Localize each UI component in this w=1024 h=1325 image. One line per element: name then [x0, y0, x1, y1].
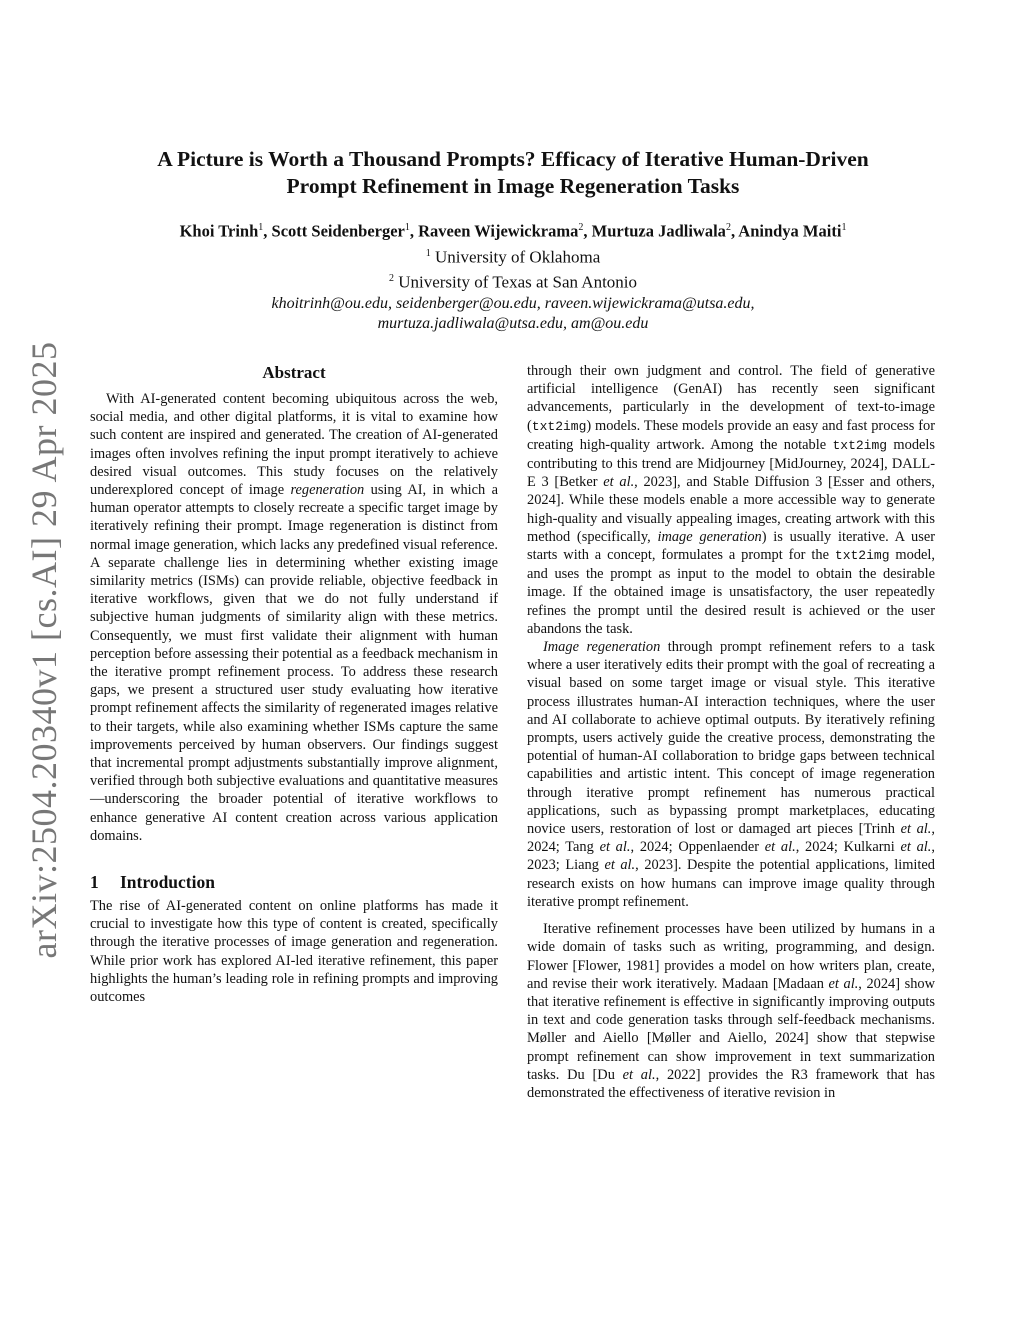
section-heading-introduction — [90, 871, 498, 893]
text-part: , 2023; Liang — [527, 839, 935, 874]
text-part: , 2023], and Stable Diffusion 3 [Esser and others, 2024]. While these models enable a more accessible way to generate high-quality and visually appealing images, creating artwork with this method (specifically, — [527, 474, 935, 545]
arxiv-sidebar — [0, 0, 88, 1325]
author-name: Raveen Wijewickrama — [418, 221, 579, 241]
title-line-2: Prompt Refinement in Image Regeneration Tasks — [286, 174, 740, 198]
author-affiliation-mark: 1 — [404, 222, 410, 233]
intro-paragraph-1-cont — [527, 362, 935, 638]
affiliation-name: University of Texas at San Antonio — [398, 272, 638, 292]
affiliation-name: University of Oklahoma — [435, 247, 601, 267]
abstract-text-part: using AI, in which a human operator attempts to closely recreate a specific target image by iteratively refining their prompt. Image regeneration is distinct from normal image generation, which lacks any predefined visual reference. A separate challenge lies in determining whether existing image similarity metrics (ISMs) can provide reliable, objective feedback in iterative workflows, given that we do not fully understand if subjective human judgments of similarity align with these metrics. Consequently, we must first validate their alignment with human perception before assessing their potential as a feedback mechanism in the iterative prompt refinement process. To address these research gaps, we present a structured user study evaluating how iterative prompt refinement affects the similarity of regenerated images relative to their targets, while also examining whether ISMs capture the same improvements perceived by human observers. Our findings suggest that incremental prompt adjustments substantially improve alignment, verified through both subjective evaluations and quantitative measures—underscoring the broader potential of iterative workflows to enhance generative AI content creation across various application domains. — [90, 482, 498, 844]
author-name: Khoi Trinh — [179, 221, 259, 241]
right-column — [527, 362, 935, 1102]
text-part: ) is usually iterative. A user starts with a concept, formulates a prompt for the — [527, 528, 936, 564]
paper-title — [90, 146, 936, 200]
citation-et-al: et al. — [604, 857, 636, 874]
text-part: , 2024; Tang — [527, 821, 935, 856]
arxiv-identifier: arXiv:2504.20340v1 [cs.AI] 29 Apr 2025 — [24, 341, 64, 959]
emphasis: Image regeneration — [543, 639, 661, 656]
author-name: Anindya Maiti — [738, 221, 842, 241]
intro-paragraph-1: The rise of AI-generated content on online platforms has made it crucial to investigate how this type of content is created, specifically through the iterative processes of image generation and regeneration. While prior work has explored AI-led iterative refinement, this paper highlights the human’s leading role in refining prompts and improving outcomes — [90, 898, 498, 1006]
citation-et-al: et al. — [764, 839, 796, 856]
abstract-emphasis: regeneration — [290, 482, 365, 499]
author-name: Murtuza Jadliwala — [591, 221, 726, 241]
abstract-text — [90, 390, 498, 845]
emails-line-2: murtuza.jadliwala@utsa.edu, am@ou.edu — [377, 314, 649, 332]
text-part: Iterative refinement processes have been utilized by humans in a wide domain of tasks such as writing, programming, and design. Flower [Flower, 1981] provides a model on how writers plan, create, and revise their work iteratively. Madaan [Madaan — [527, 921, 935, 992]
section-title: Introduction — [120, 872, 215, 893]
affiliation-1 — [90, 243, 936, 269]
abstract-heading: Abstract — [262, 363, 326, 382]
text-part: models contributing to this trend are Midjourney [MidJourney, 2024], DALL-E 3 [Betker — [527, 436, 936, 491]
text-part: , 2022] provides the R3 framework that has demonstrated the effectiveness of iterative revision in — [527, 1066, 935, 1101]
text-part: through their own judgment and control. The field of generative artificial intelligence (GenAI) has recently seen significant advancements, particularly in the development of text-to-image ( — [527, 363, 935, 434]
text-part: , 2024; Kulkarni — [795, 839, 901, 856]
abstract-text-part: With AI-generated content becoming ubiquitous across the web, social media, and other digital platforms, it is vital to examine how such content are inspired and generated. The creation of AI-generated images often involves refining the input prompt iteratively to achieve desired visual outcomes. This study focuses on the relatively underexplored concept of image — [90, 391, 498, 499]
affiliation-2 — [90, 268, 936, 294]
paper-header — [90, 146, 936, 334]
code-term: txt2img — [832, 437, 888, 453]
citation-et-al: et al. — [900, 821, 932, 838]
title-line-1: A Picture is Worth a Thousand Prompts? Efficacy of Iterative Human-Driven — [157, 147, 869, 171]
left-column — [90, 362, 498, 1006]
citation-et-al: et al. — [622, 1066, 656, 1083]
emphasis: image generation — [657, 528, 762, 545]
text-part: , 2023]. Despite the potential applications, limited research exists on how humans can improve image quality through iterative prompt refinement. — [527, 857, 935, 910]
citation-et-al: et al. — [900, 839, 932, 856]
author-emails — [90, 294, 936, 334]
author-affiliation-mark: 2 — [578, 222, 584, 233]
intro-paragraph-2 — [527, 638, 935, 911]
citation-et-al: et al. — [599, 839, 631, 856]
text-part: model, and uses the prompt as input to the model to obtain the desirable image. If the obtained image is unsatisfactory, the user repeatedly refines the prompt until the desired result is achieved or the user abandons the task. — [527, 547, 935, 637]
author-list: Khoi Trinh$^1$, Scott Seidenberger$^1$, Raveen Wijewickrama$^2$, Murtuza Jadliwala$^2$, Anindya Maiti$^1$ — [179, 221, 847, 241]
author-affiliation-mark: 1 — [841, 222, 847, 233]
author-name: Scott Seidenberger — [271, 221, 405, 241]
text-part: ) models. These models provide an easy and fast process for creating high-quality artwork. Among the notable — [527, 417, 935, 453]
code-term: txt2img — [834, 548, 890, 564]
text-part: , 2024; Oppenlaender — [630, 839, 765, 856]
code-term: txt2img — [531, 418, 587, 434]
emails-line-1: khoitrinh@ou.edu, seidenberger@ou.edu, raveen.wijewickrama@utsa.edu, — [271, 294, 755, 312]
affiliation-number: 1 — [425, 247, 431, 259]
text-part: , 2024] show that iterative refinement is effective in significantly improving outputs in text and code generation tasks through self-feedback mechanisms. Møller and Aiello [Møller and Aiello, 2024] show that stepwise prompt refinement can show improvement in text summarization tasks. Du [Du — [527, 975, 935, 1083]
section-number: 1 — [90, 872, 99, 893]
citation-et-al: et al. — [603, 474, 635, 491]
text-part: through prompt refinement refers to a task where a user iteratively edits their prompt with the goal of recreating a visual based on some target image or visual style. This iterative process illustrates human-AI interaction techniques, where the user and AI collaborate to achieve optimal outputs. By iteratively refining prompts, users actively guide the creative process, demonstrating the potential of human-AI collaboration to bridge gaps between technical capabilities and artistic intent. This concept of image regeneration through iterative prompt refinement has numerous practical applications, such as bypassing prompt marketplaces, educating novice users, restoration of lost or damaged art pieces [Trinh — [527, 639, 935, 838]
author-affiliation-mark: 2 — [725, 222, 731, 233]
intro-paragraph-3 — [527, 920, 935, 1102]
affiliation-number: 2 — [388, 273, 394, 285]
author-affiliation-mark: 1 — [258, 222, 264, 233]
citation-et-al: et al. — [828, 975, 859, 992]
